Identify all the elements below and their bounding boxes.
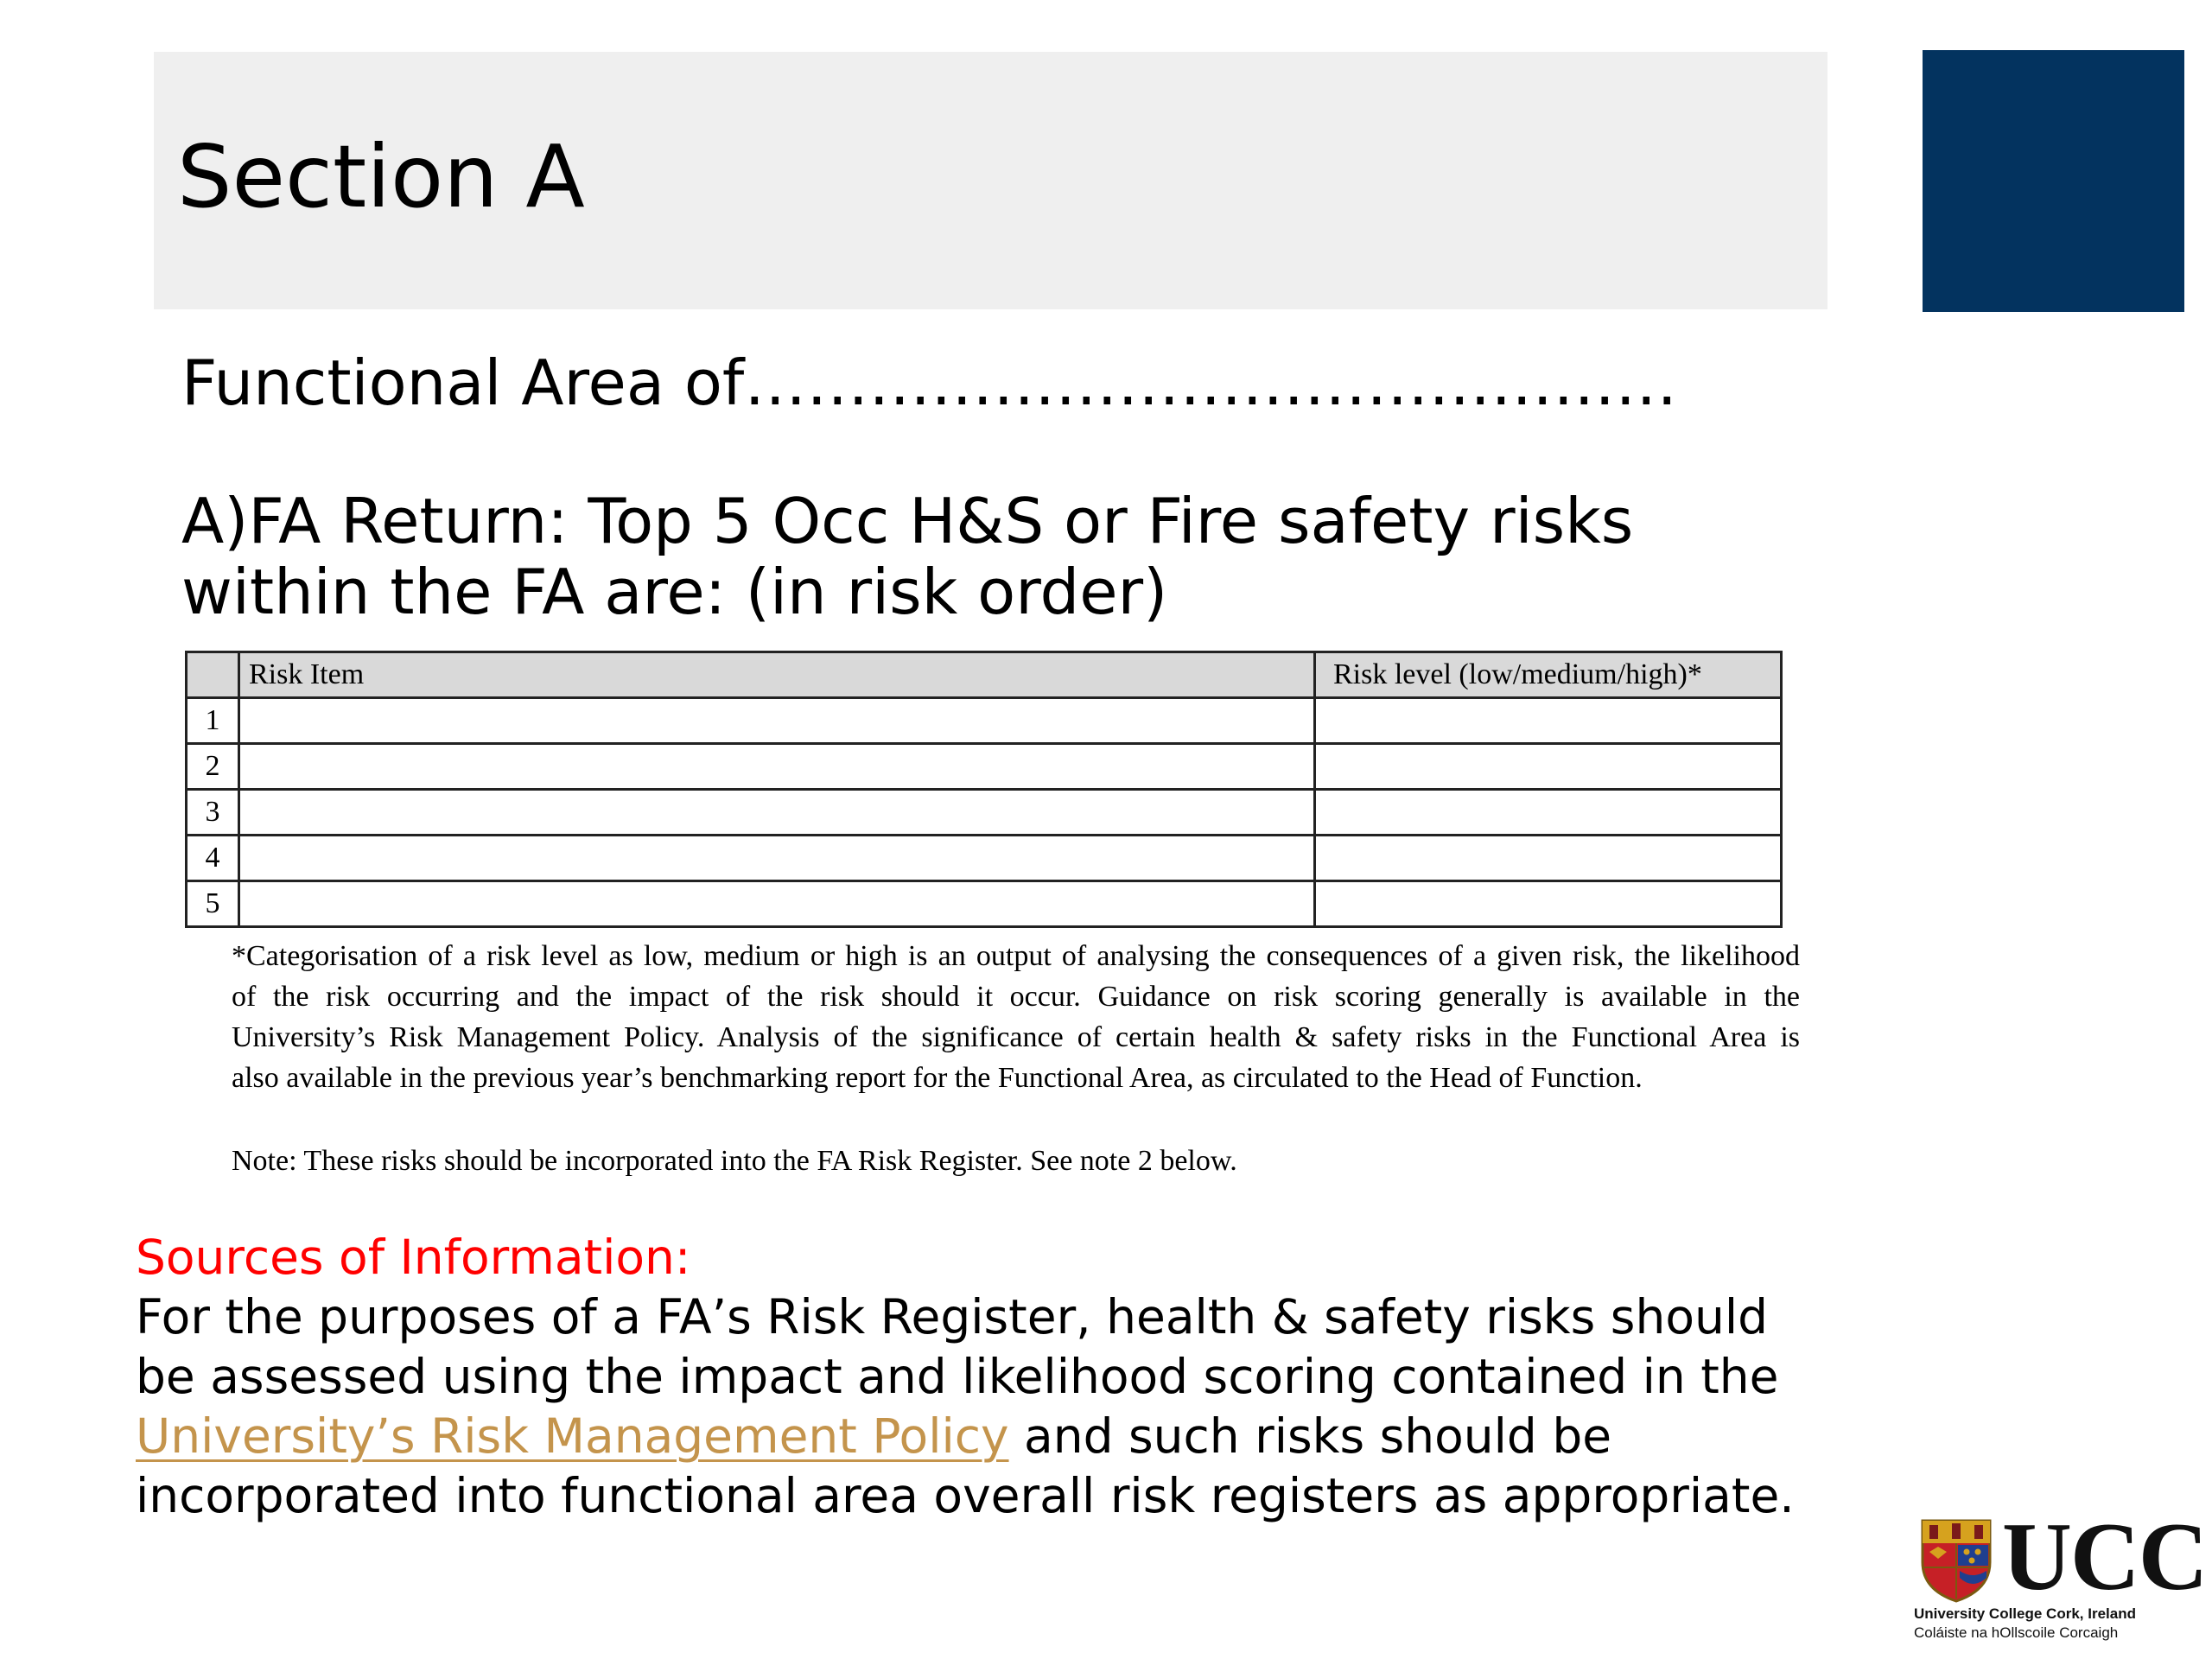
fa-return-heading-line2: within the FA are: (in risk order) <box>181 556 1168 628</box>
header-number <box>187 652 239 698</box>
section-title: Section A <box>177 126 585 227</box>
ucc-logo <box>1914 1503 2207 1643</box>
risk-item-cell[interactable] <box>239 744 1315 790</box>
row-number: 5 <box>187 881 239 927</box>
header-risk-item: Risk Item <box>239 652 1315 698</box>
ucc-crest-icon <box>1919 1517 1993 1604</box>
risk-level-footnote <box>232 936 1800 1098</box>
risk-item-cell[interactable] <box>239 698 1315 744</box>
sources-line3-rest: and such risks should be <box>1008 1408 1612 1464</box>
footnote-line: *Categorisation of a risk level as low, medium or high is an output of analysing the consequences of a given risk, the likelihood <box>232 940 1800 972</box>
risk-register-note: Note: These risks should be incorporated into the FA Risk Register. See note 2 below. <box>232 1145 1237 1177</box>
risk-item-cell[interactable] <box>239 881 1315 927</box>
table-row <box>187 698 1782 744</box>
row-number: 3 <box>187 790 239 836</box>
fa-return-heading <box>181 486 1866 627</box>
functional-area-label: Functional Area of……………………………………… <box>181 346 1678 419</box>
brand-color-block <box>1923 50 2184 312</box>
fa-return-heading-line1: A)FA Return: Top 5 Occ H&S or Fire safety risks <box>181 485 1634 557</box>
row-number: 1 <box>187 698 239 744</box>
table-row <box>187 836 1782 881</box>
risk-item-cell[interactable] <box>239 790 1315 836</box>
risk-level-cell[interactable] <box>1315 836 1782 881</box>
risk-level-cell[interactable] <box>1315 698 1782 744</box>
header-risk-level: Risk level (low/medium/high)* <box>1315 652 1782 698</box>
risk-table-header-row <box>187 652 1782 698</box>
footnote-line: of the risk occurring and the impact of the risk should it occur. Guidance on risk scoring generally is available in the <box>232 981 1800 1013</box>
ucc-wordmark: UCC <box>2002 1503 2207 1611</box>
sources-title: Sources of Information: <box>136 1230 691 1285</box>
sources-body <box>136 1287 1795 1526</box>
row-number: 2 <box>187 744 239 790</box>
footnote-line: University’s Risk Management Policy. Analysis of the significance of certain health & safety risks in the Functional Area is <box>232 1021 1800 1053</box>
table-row <box>187 790 1782 836</box>
risk-management-policy-link[interactable]: University’s Risk Management Policy <box>136 1408 1009 1464</box>
table-row <box>187 881 1782 927</box>
sources-line3 <box>136 1407 1795 1466</box>
risk-level-cell[interactable] <box>1315 744 1782 790</box>
sources-line2: be assessed using the impact and likelihood scoring contained in the <box>136 1349 1779 1404</box>
row-number: 4 <box>187 836 239 881</box>
sources-line1: For the purposes of a FA’s Risk Register, health & safety risks should <box>136 1289 1769 1344</box>
footnote-line: also available in the previous year’s benchmarking report for the Functional Area, as circulated to the Head of Function. <box>232 1062 1643 1094</box>
risk-level-cell[interactable] <box>1315 790 1782 836</box>
risk-table <box>185 651 1783 928</box>
table-row <box>187 744 1782 790</box>
ucc-subtitle-english: University College Cork, Ireland <box>1914 1605 2136 1622</box>
risk-item-cell[interactable] <box>239 836 1315 881</box>
sources-line4: incorporated into functional area overall risk registers as appropriate. <box>136 1468 1795 1523</box>
ucc-subtitle-irish: Coláiste na hOllscoile Corcaigh <box>1914 1624 2119 1641</box>
risk-level-cell[interactable] <box>1315 881 1782 927</box>
